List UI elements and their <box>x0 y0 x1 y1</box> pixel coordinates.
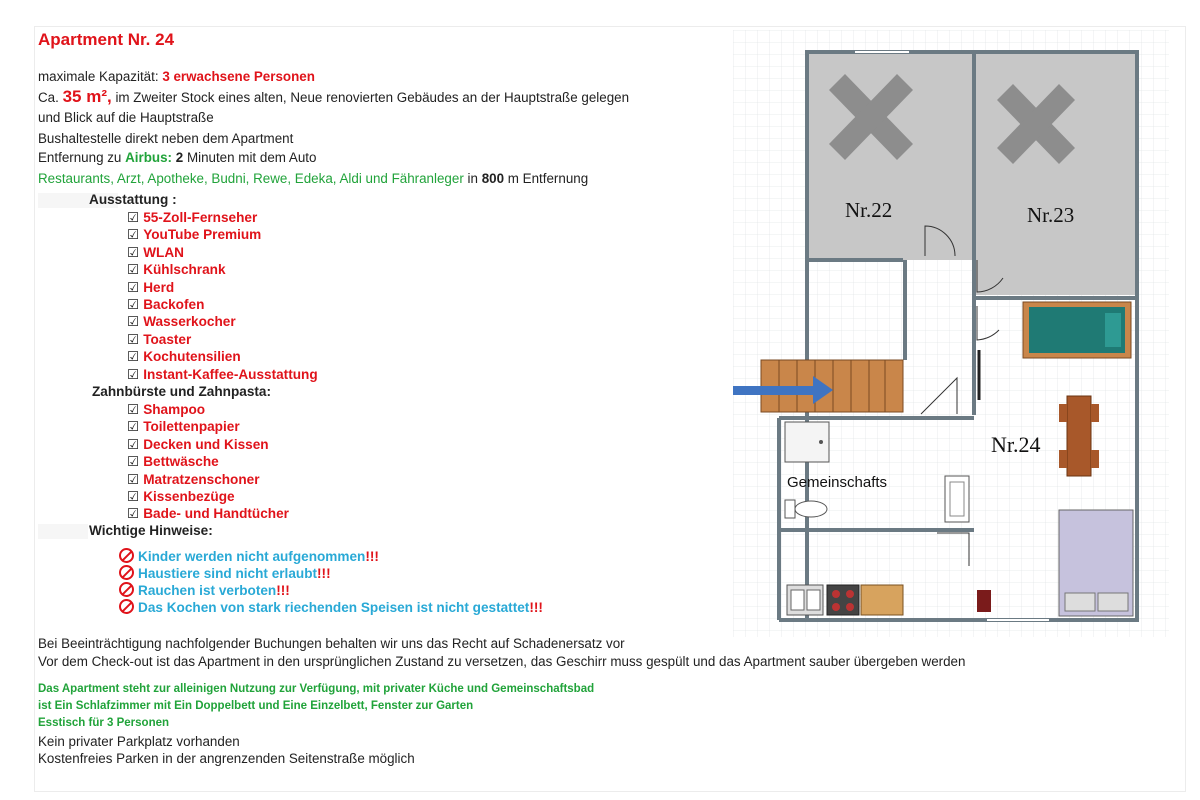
room-label-nr23: Nr.23 <box>1027 203 1075 227</box>
counter <box>861 585 903 615</box>
airbus-line: Entfernung zu Airbus: 2 Minuten mit dem Auto <box>38 150 317 165</box>
list-item: ☑ Backofen <box>127 297 205 313</box>
kitchen-sink <box>787 585 823 615</box>
list-item: Das Kochen von stark riechenden Speisen ist nicht gestattet!!! <box>119 599 543 616</box>
nearby-line: Restaurants, Arzt, Apotheke, Budni, Rewe, Edeka, Aldi und Fähranleger in 800 m Entfernung <box>38 171 589 186</box>
prohibited-icon <box>119 548 134 563</box>
list-item: ☑ WLAN <box>127 244 184 260</box>
stove <box>827 585 859 615</box>
list-item: ☑ Kochutensilien <box>127 349 241 365</box>
prohibited-icon <box>119 565 134 580</box>
capacity-line: maximale Kapazität: 3 erwachsene Personen <box>38 69 315 84</box>
shower <box>785 422 829 462</box>
list-item: ☑ Toaster <box>127 331 192 347</box>
list-item: ☑ Kissenbezüge <box>127 489 235 505</box>
equipment-heading: Ausstattung : <box>89 192 177 207</box>
prohibited-icon <box>119 582 134 597</box>
list-item: ☑ Matratzenschoner <box>127 471 260 487</box>
area-value: 35 m², <box>62 87 112 106</box>
street-parking-line: Kostenfreies Parken in der angrenzenden Seitenstraße möglich <box>38 751 415 766</box>
list-item: ☑ Toilettenpapier <box>127 419 240 435</box>
bus-line: Bushaltestelle direkt neben dem Apartment <box>38 131 294 146</box>
airbus-name: Airbus <box>125 150 168 165</box>
list-item: ☑ Bettwäsche <box>127 454 219 470</box>
single-bed <box>1023 302 1131 358</box>
list-item: ☑ Instant-Kaffee-Ausstattung <box>127 366 318 382</box>
room-label-nr24: Nr.24 <box>991 432 1041 457</box>
list-item: ☑ YouTube Premium <box>127 227 262 243</box>
prohibited-icon <box>119 599 134 614</box>
room-label-nr22: Nr.22 <box>845 198 893 222</box>
dining-line: Esstisch für 3 Personen <box>38 717 170 729</box>
equipment-list <box>127 209 318 383</box>
washbasin <box>945 476 969 522</box>
bath-list <box>127 401 289 523</box>
size-line: Ca. 35 m², im Zweiter Stock eines alten, Neue renovierten Gebäudes an der Hauptstraße gelegen <box>38 87 630 106</box>
list-item: Haustiere sind nicht erlaubt!!! <box>119 565 543 582</box>
floor-plan <box>733 30 1169 637</box>
damage-line: Bei Beeinträchtigung nachfolgender Buchungen behalten wir uns das Recht auf Schadenersatz vor <box>38 636 625 651</box>
capacity-value: 3 erwachsene Personen <box>162 69 315 84</box>
double-bed <box>1059 510 1133 616</box>
list-item: ☑ Decken und Kissen <box>127 436 269 452</box>
bath-heading: Zahnbürste und Zahnpasta: <box>92 384 271 399</box>
notes-list <box>119 548 543 616</box>
list-item: ☑ Wasserkocher <box>127 314 236 330</box>
view-line: und Blick auf die Hauptstraße <box>38 110 214 125</box>
list-item: Kinder werden nicht aufgenommen!!! <box>119 548 543 565</box>
checkout-line: Vor dem Check-out ist das Apartment in den ursprünglichen Zustand zu versetzen, das Geschirr muss gespült und das Apartment sauber übergeben werden <box>38 654 966 669</box>
parking-line: Kein privater Parkplatz vorhanden <box>38 734 240 749</box>
list-item: ☑ Herd <box>127 279 175 295</box>
list-item: Rauchen ist verboten!!! <box>119 582 543 599</box>
room-label-bathroom: Gemeinschafts <box>787 474 888 491</box>
toilet <box>785 500 827 518</box>
notes-heading: Wichtige Hinweise: <box>89 523 213 538</box>
usage-line: Das Apartment steht zur alleinigen Nutzung zur Verfügung, mit privater Küche und Gemeinschaftsbad <box>38 683 595 695</box>
heading-highlight <box>38 524 88 539</box>
list-item: ☑ Kühlschrank <box>127 262 226 278</box>
page-title: Apartment Nr. 24 <box>38 30 175 49</box>
list-item: ☑ Shampoo <box>127 402 206 417</box>
list-item: ☑ 55-Zoll-Fernseher <box>127 210 258 225</box>
list-item: ☑ Bade- und Handtücher <box>127 506 289 522</box>
fridge <box>977 590 991 612</box>
bedroom-line: ist Ein Schlafzimmer mit Ein Doppelbett und Eine Einzelbett, Fenster zur Garten <box>38 700 474 712</box>
